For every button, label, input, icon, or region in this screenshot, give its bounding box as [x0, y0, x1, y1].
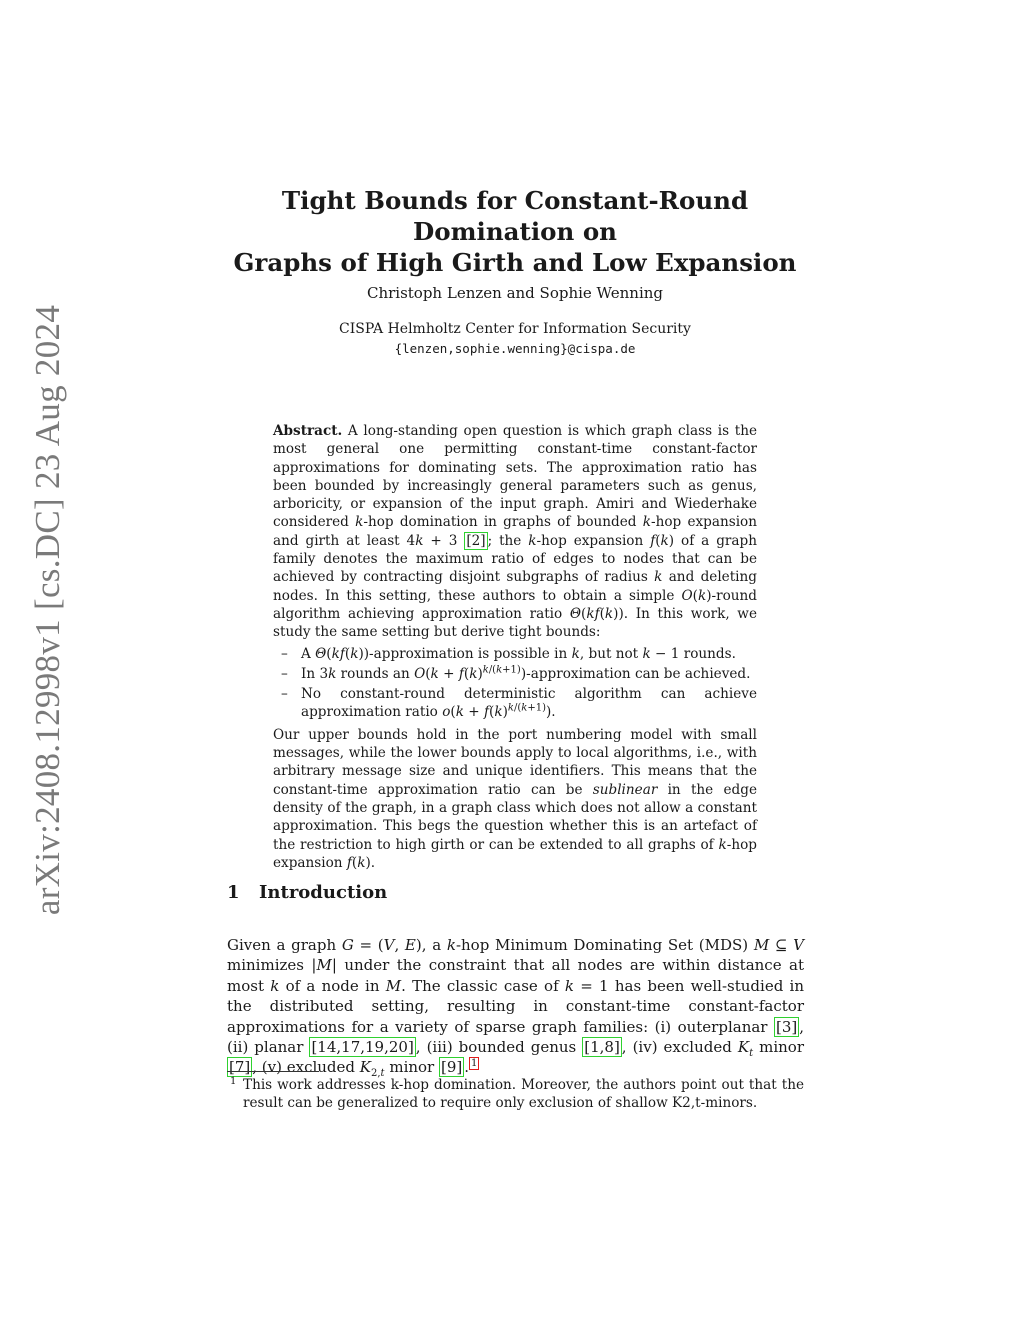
authors: Christoph Lenzen and Sophie Wenning: [366, 284, 664, 302]
list-item: – No constant-round deterministic algorithm can achieve approximation ratio $o(k + f(k)^{k/(k+1)})$.: [281, 686, 757, 721]
footnote-reference[interactable]: 1: [471, 1058, 478, 1070]
abstract-label: Abstract.: [273, 423, 343, 439]
affiliation: CISPA Helmholtz Center for Information Security: [339, 321, 691, 337]
affiliation-block: [215, 320, 815, 358]
emphasis-sublinear: sublinear: [592, 781, 658, 798]
results-list: [273, 645, 757, 722]
intro-paragraph: Given a graph G = (V, E), a k-hop Minimum Dominating Set (MDS) M ⊆ V minimizes |M| under the constraint that all nodes are within distance at most k of a node in M. The classic case of k = 1 has been well-studied in the distributed setting, resulting in constant-time constant-factor approximations for a variety of sparse graph families: (i) outerplanar [3] , (ii) planar [14,17,19,20] , (iii) bounded genus [1,8] , (iv) excluded $K_t$ minor [7] , (v) excluded $K_{2,t}$ minor [9] . $^1$: [227, 936, 805, 1080]
abstract-paragraph-2: Our upper bounds hold in the port numbering model with small messages, while the lower bounds apply to local algorithms, i.e., with arbitrary message size and unique identifiers. This means that the constant-time approximation ratio can be sublinear in the edge density of the graph, in a graph class which does not allow a constant approximation. This begs the question whether this is an artefact of the restriction to high girth or can be extended to all graphs of k-hop expansion f(k).: [273, 726, 757, 871]
abstract-paragraph-1: Abstract. A long-standing open question is which graph class is the most general one permitting constant-time constant-factor approximations for dominating sets. The approximation ratio has been bounded by increasingly general parameters such as genus, arboricity, or expansion of the input graph. Amiri and Wiederhake considered k-hop domination in graphs of bounded k-hop expansion and girth at least 4k + 3 [2] ; the k-hop expansion f(k) of a graph family denotes the maximum ratio of edges to nodes that can be achieved by contracting disjoint subgraphs of radius k and deleting nodes. In this setting, these authors to obtain a simple O(k)-round algorithm achieving approximation ratio Θ(kf(k)). In this work, we study the same setting but derive tight bounds:: [273, 423, 758, 641]
citation-link[interactable]: [9]: [441, 1058, 463, 1077]
abstract: [273, 422, 757, 872]
section-title: Introduction: [259, 882, 388, 903]
footnote-mark: 1: [230, 1076, 237, 1087]
arxiv-sidebar-stamp: [8, 270, 88, 950]
arxiv-identifier: arXiv:2408.12998v1 [cs.DC] 23 Aug 2024: [28, 304, 67, 916]
section-number: 1: [227, 882, 240, 903]
list-item: – A Θ(kf(k))-approximation is possible in k, but not k − 1 rounds.: [281, 645, 736, 662]
title-line-1: Tight Bounds for Constant-Round Domination on: [281, 186, 749, 246]
section-heading: [227, 882, 387, 903]
footnote: [227, 1076, 804, 1112]
citation-link[interactable]: [14,17,19,20]: [311, 1038, 414, 1057]
paper-title: [215, 185, 815, 278]
footnote-divider: [227, 1071, 319, 1072]
citation-link[interactable]: [2]: [466, 532, 486, 549]
footnote-text: This work addresses k-hop domination. Moreover, the authors point out that the result can be generalized to require only exclusion of shallow K2,t-minors.: [243, 1077, 804, 1111]
title-line-2: Graphs of High Girth and Low Expansion: [233, 248, 797, 277]
email: {lenzen,sophie.wenning}@cispa.de: [394, 341, 636, 356]
list-item: – In 3k rounds an $O(k + f(k)^{k/(k+1)})$-approximation can be achieved.: [281, 664, 751, 682]
citation-link[interactable]: [1,8]: [584, 1038, 620, 1057]
citation-link[interactable]: [3]: [775, 1017, 798, 1036]
citation-link[interactable]: [7]: [229, 1058, 251, 1077]
